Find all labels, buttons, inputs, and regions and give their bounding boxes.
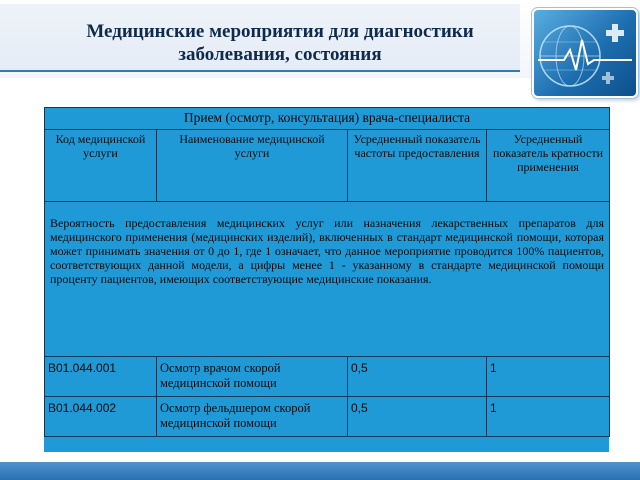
table-note: Вероятность предоставления медицинских услуг или назначения лекарственных препаратов для медицинского применения (медицинских изделий), включенных в стандарт медицинской помощи, которая может принимать значения от 0 до 1, где 1 означает, что данное мероприятие проводится 100% пациентов, соответствующих данной модели, а цифры менее 1 - указанному в стандарте медицинской помощи проценту пациентов, имеющих соответствующие медицинские показания. — [45, 202, 610, 357]
service-frequency: 0,5 — [348, 397, 487, 437]
service-name: Осмотр фельдшером скорой медицинской помощи — [157, 397, 348, 437]
service-code: B01.044.002 — [45, 397, 157, 437]
table-caption: Прием (осмотр, консультация) врача-специалиста — [45, 108, 610, 130]
page-title — [30, 20, 530, 66]
table-row — [45, 397, 610, 437]
header-multiplicity: Усредненный показатель кратности применения — [487, 130, 610, 202]
title-line-1: Медицинские мероприятия для диагностики — [86, 21, 474, 42]
medical-globe-logo-icon — [532, 8, 638, 98]
header-code: Код медицинской услуги — [45, 130, 157, 202]
header-frequency: Усредненный показатель частоты предоставления — [348, 130, 487, 202]
service-multiplicity: 1 — [487, 397, 610, 437]
service-multiplicity: 1 — [487, 357, 610, 397]
service-frequency: 0,5 — [348, 357, 487, 397]
globe-heartbeat-icon — [534, 10, 636, 96]
service-code: B01.044.001 — [45, 357, 157, 397]
title-line-2: заболевания, состояния — [178, 44, 382, 65]
header-name: Наименование медицинской услуги — [157, 130, 348, 202]
service-name: Осмотр врачом скорой медицинской помощи — [157, 357, 348, 397]
footer-bar — [0, 462, 640, 480]
table-row — [45, 357, 610, 397]
services-table — [44, 107, 609, 452]
